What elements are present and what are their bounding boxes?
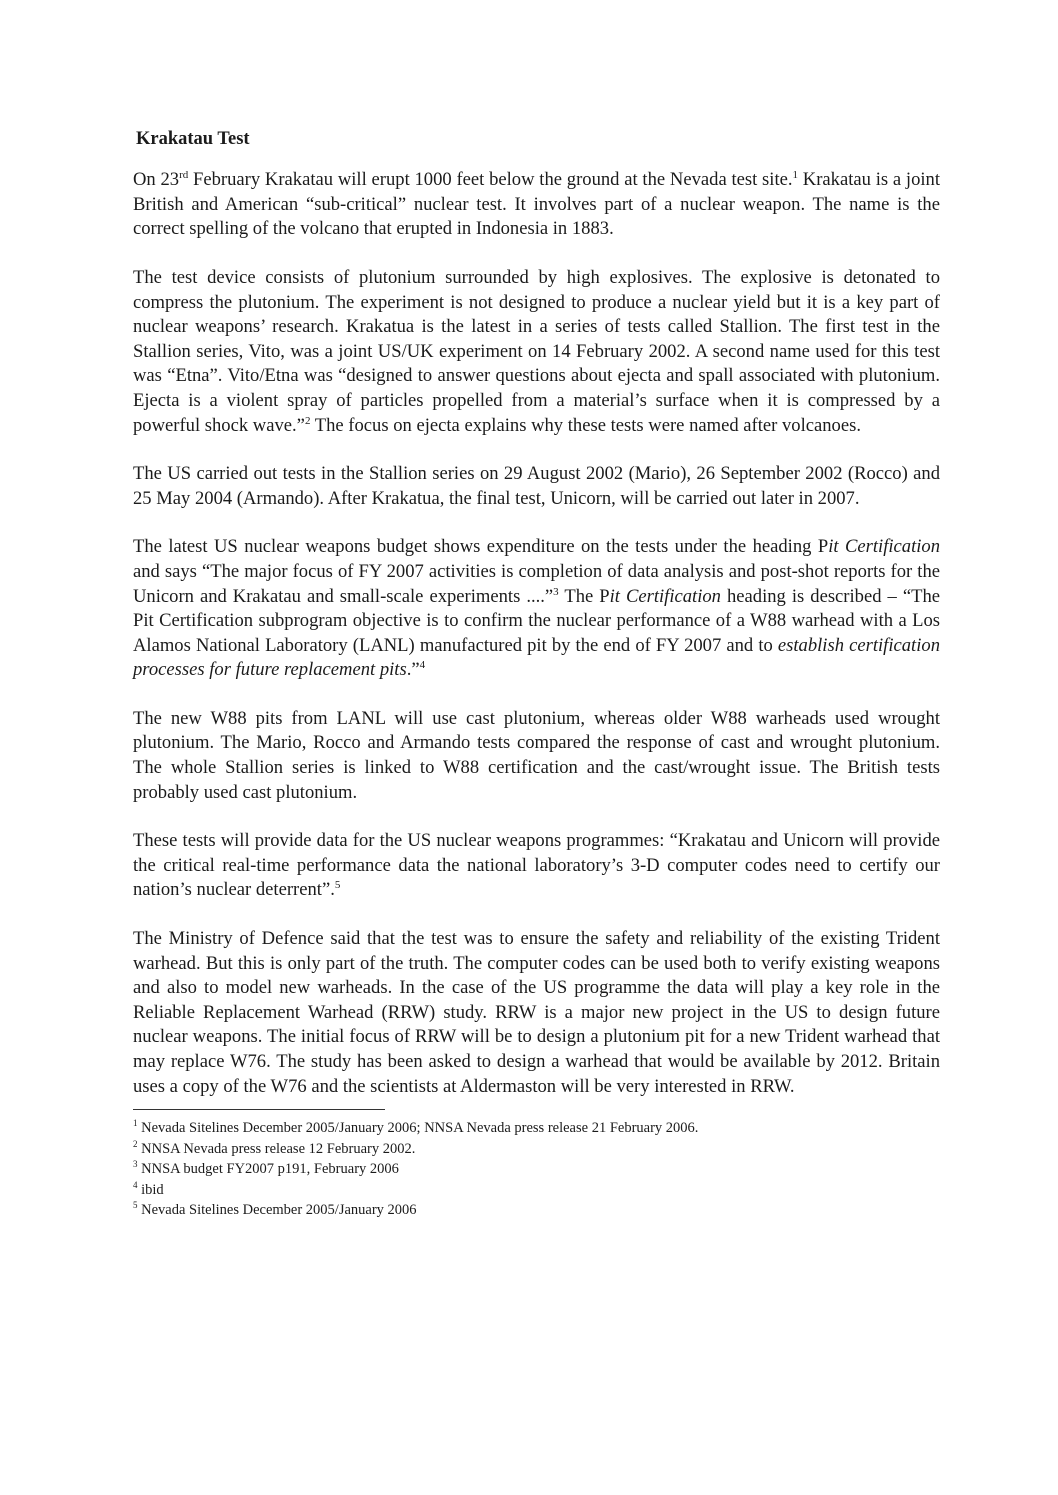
p4-italic-heading-1: it Certification	[828, 536, 940, 558]
footnote-number: 5	[133, 1200, 138, 1211]
footnote-ref-4: 4	[419, 659, 426, 672]
p4-text-c: The P	[558, 585, 610, 607]
footnote-text: ibid	[137, 1181, 164, 1198]
p2-text-a: The test device consists of plutonium surrounded by high explosives. The explosive is detonated to compress the plutonium. The experiment is not designed to produce a nuclear yield but it is a key part of nuclear weapons’ research. Krakatua is the latest in a series of tests called Stallion. The first test in the Stallion series, Vito, was a joint US/UK experiment on 14 February 2002. A second name used for this test was “Etna”. Vito/Etna was “designed to answer questions about ejecta and spall associated with plutonium. Ejecta is a violent spray of particles propelled from a material’s surface when it is compressed by a powerful shock wave.”	[133, 266, 940, 436]
p4-text-e: .”	[406, 659, 420, 681]
footnote-2	[133, 1139, 940, 1160]
footnote-number: 4	[133, 1179, 138, 1190]
paragraph-4	[133, 535, 940, 683]
p1-text-c: Krakatau is a joint British and American “sub-critical” nuclear test. It involves part of a nuclear weapon. The name is the correct spelling of the volcano that erupted in Indonesia in 1883.	[133, 169, 940, 240]
footnote-ref-3: 3	[553, 585, 559, 598]
p4-italic-quote: establish certification processes for future replacement pits	[133, 634, 940, 681]
footnote-ref-2: 2	[304, 414, 311, 427]
footnote-ref-5: 5	[334, 879, 341, 892]
paragraph-5: The new W88 pits from LANL will use cast plutonium, whereas older W88 warheads used wrought plutonium. The Mario, Rocco and Armando tests compared the response of cast and wrought plutonium. The whole Stallion series is linked to W88 certification and the cast/wrought issue. The British tests probably used cast plutonium.	[133, 707, 940, 803]
footnotes	[133, 1118, 940, 1221]
p6-text-a: These tests will provide data for the US nuclear weapons programmes: “Krakatau and Unicorn will provide the critical real-time performance data the national laboratory’s 3-D computer codes need to certify our nation’s nuclear deterrent”.	[133, 830, 940, 901]
document-title: Krakatau Test	[136, 129, 250, 149]
paragraph-7: The Ministry of Defence said that the test was to ensure the safety and reliability of the existing Trident warhead. But this is only part of the truth. The computer codes can be used both to verify existing weapons and also to model new warheads. In the case of the US programme the data will play a key role in the Reliable Replacement Warhead (RRW) study. RRW is a major new project in the US to design future nuclear weapons. The initial focus of RRW will be to design a plutonium pit for a new Trident warhead that may replace W76. The study has been asked to design a warhead that would be available by 2012. Britain uses a copy of the W76 and the scientists at Aldermaston will be very interested in RRW.	[133, 928, 940, 1097]
p1-text-b: February Krakatau will erupt 1000 feet below the ground at the Nevada test site.	[188, 169, 793, 191]
footnote-ref-1: 1	[792, 169, 799, 181]
p1-text-a: On 23	[133, 169, 180, 191]
footnote-number: 2	[133, 1138, 138, 1149]
p4-text-d: heading is described – “The Pit Certification subprogram objective is to confirm the nuclear performance of a W88 warhead with a Los Alamos National Laboratory (LANL) manufactured pit by the end of FY 2007 and to	[133, 585, 940, 656]
footnote-number: 1	[133, 1118, 138, 1129]
paragraph-3: The US carried out tests in the Stallion series on 29 August 2002 (Mario), 26 September 2002 (Rocco) and 25 May 2004 (Armando). After Krakatua, the final test, Unicorn, will be carried out later in 2007.	[133, 463, 940, 509]
footnote-divider	[133, 1109, 385, 1110]
p4-text-a: The latest US nuclear weapons budget shows expenditure on the tests under the heading P	[133, 536, 829, 558]
footnote-1	[133, 1118, 940, 1139]
footnote-text: Nevada Sitelines December 2005/January 2006; NNSA Nevada press release 21 February 2006.	[137, 1120, 699, 1137]
paragraph-2	[133, 266, 940, 438]
document-page	[133, 128, 940, 1221]
footnote-text: NNSA Nevada press release 12 February 2002.	[137, 1140, 416, 1157]
footnote-5	[133, 1200, 940, 1221]
p2-text-b: The focus on ejecta explains why these tests were named after volcanoes.	[310, 414, 861, 436]
footnote-number: 3	[133, 1159, 138, 1170]
paragraph-6	[133, 829, 940, 903]
footnote-4	[133, 1180, 940, 1201]
footnote-text: NNSA budget FY2007 p191, February 2006	[137, 1161, 399, 1178]
paragraph-1	[133, 168, 940, 242]
p4-italic-heading-2: it Certification	[609, 585, 721, 607]
p1-ordinal-suffix: rd	[179, 169, 189, 181]
footnote-3	[133, 1159, 940, 1180]
footnote-text: Nevada Sitelines December 2005/January 2006	[137, 1202, 417, 1219]
p4-text-b: and says “The major focus of FY 2007 activities is completion of data analysis and post-shot reports for the Unicorn and Krakatau and small-scale experiments ....”	[133, 560, 940, 607]
